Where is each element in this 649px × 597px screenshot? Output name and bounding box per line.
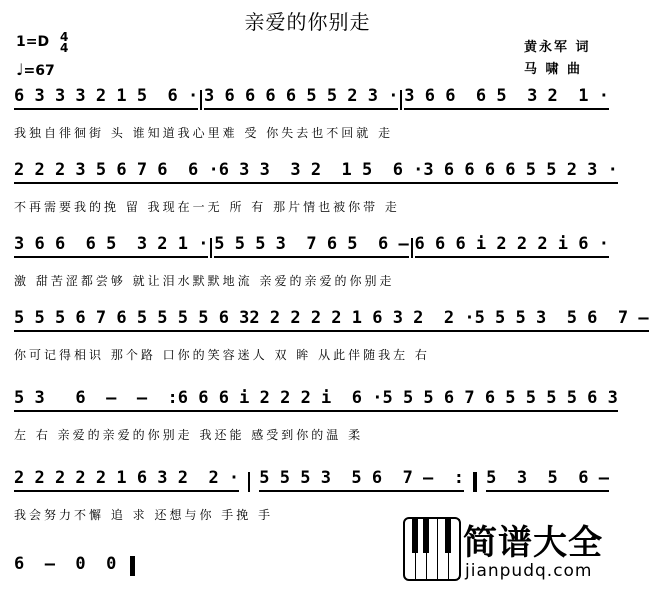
notation-line bbox=[14, 308, 649, 332]
measure: 5 5 5 3 5 6 7 – bbox=[475, 308, 649, 332]
barline bbox=[411, 238, 413, 258]
measure: 3 6 6 6 6 5 5 2 3 · bbox=[423, 160, 617, 184]
song-title: 亲爱的你别走 bbox=[244, 10, 371, 34]
tempo-marking bbox=[16, 60, 55, 79]
watermark-url: jianpudq.com bbox=[465, 561, 593, 581]
measure: 2 2 2 2 2 1 6 3 2 2 · bbox=[249, 308, 474, 332]
final-barline bbox=[130, 556, 135, 576]
measure: 5 5 5 6 7 6 5 5 5 5 6 3 bbox=[382, 388, 617, 412]
key-signature: 1=D bbox=[16, 34, 50, 50]
measure: 2 2 2 3 5 6 7 6 6 · bbox=[14, 160, 219, 184]
watermark-text: 简谱大全 bbox=[463, 523, 603, 563]
barline bbox=[248, 472, 250, 492]
barline bbox=[210, 238, 212, 258]
time-signature bbox=[60, 32, 68, 54]
barline bbox=[200, 90, 202, 110]
lyricist-credit: 黄永军 词 bbox=[524, 40, 591, 55]
measure: 5 3 6 – – : bbox=[14, 388, 178, 412]
lyrics-line: 激 甜苦涩都尝够 就让泪水默默地流 亲爱的亲爱的你别走 bbox=[14, 274, 395, 288]
measure: 6 3 3 3 2 1 5 6 · bbox=[219, 160, 424, 184]
measure: 3 6 6 6 5 3 2 1 · bbox=[404, 86, 609, 110]
measure: 6 3 3 3 2 1 5 6 · bbox=[14, 86, 198, 110]
lyrics-line: 你可记得相识 那个路 口你的笑容迷人 双 眸 从此伴随我左 右 bbox=[14, 348, 430, 362]
notation-line bbox=[14, 86, 609, 110]
measure: 5 3 5 6 – bbox=[486, 468, 609, 492]
measure: 2 2 2 2 2 1 6 3 2 2 · bbox=[14, 468, 239, 492]
lyrics-line: 左 右 亲爱的亲爱的你别走 我还能 感受到你的温 柔 bbox=[14, 428, 364, 442]
quarter-note-icon: ♩ bbox=[16, 60, 24, 79]
site-watermark bbox=[401, 513, 611, 593]
measure: 6 6 6 i 2 2 2 i 6 · bbox=[178, 388, 383, 412]
measure: 5 5 5 3 5 6 7 – : bbox=[259, 468, 464, 492]
barline bbox=[400, 90, 402, 110]
tempo-value: =67 bbox=[23, 63, 55, 79]
measure: 5 5 5 3 7 6 5 6 – bbox=[214, 234, 408, 258]
notation-line bbox=[14, 468, 609, 492]
lyrics-line: 我独自徘徊街 头 谁知道我心里难 受 你失去也不回就 走 bbox=[14, 126, 394, 140]
measure: 6 6 6 i 2 2 2 i 6 · bbox=[415, 234, 609, 258]
composer-credit: 马 啸 曲 bbox=[524, 62, 583, 77]
measure: 3 6 6 6 6 5 5 2 3 · bbox=[204, 86, 398, 110]
notation-line bbox=[14, 388, 618, 412]
notation-line bbox=[14, 234, 609, 258]
lyrics-line: 不再需要我的挽 留 我现在一无 所 有 那片情也被你带 走 bbox=[14, 200, 400, 214]
barline bbox=[473, 472, 477, 492]
measure: 5 5 5 6 7 6 5 5 5 5 6 3 bbox=[14, 308, 249, 332]
notation-line bbox=[14, 552, 204, 576]
measure: 6 – 0 0 bbox=[14, 554, 117, 574]
lyrics-line: 我会努力不懈 追 求 还想与你 手挽 手 bbox=[14, 508, 274, 522]
meter-bottom: 4 bbox=[60, 41, 69, 55]
meter-top: 4 bbox=[60, 30, 69, 44]
notation-line bbox=[14, 160, 618, 184]
piano-keys-icon bbox=[403, 517, 461, 581]
measure: 3 6 6 6 5 3 2 1 · bbox=[14, 234, 208, 258]
